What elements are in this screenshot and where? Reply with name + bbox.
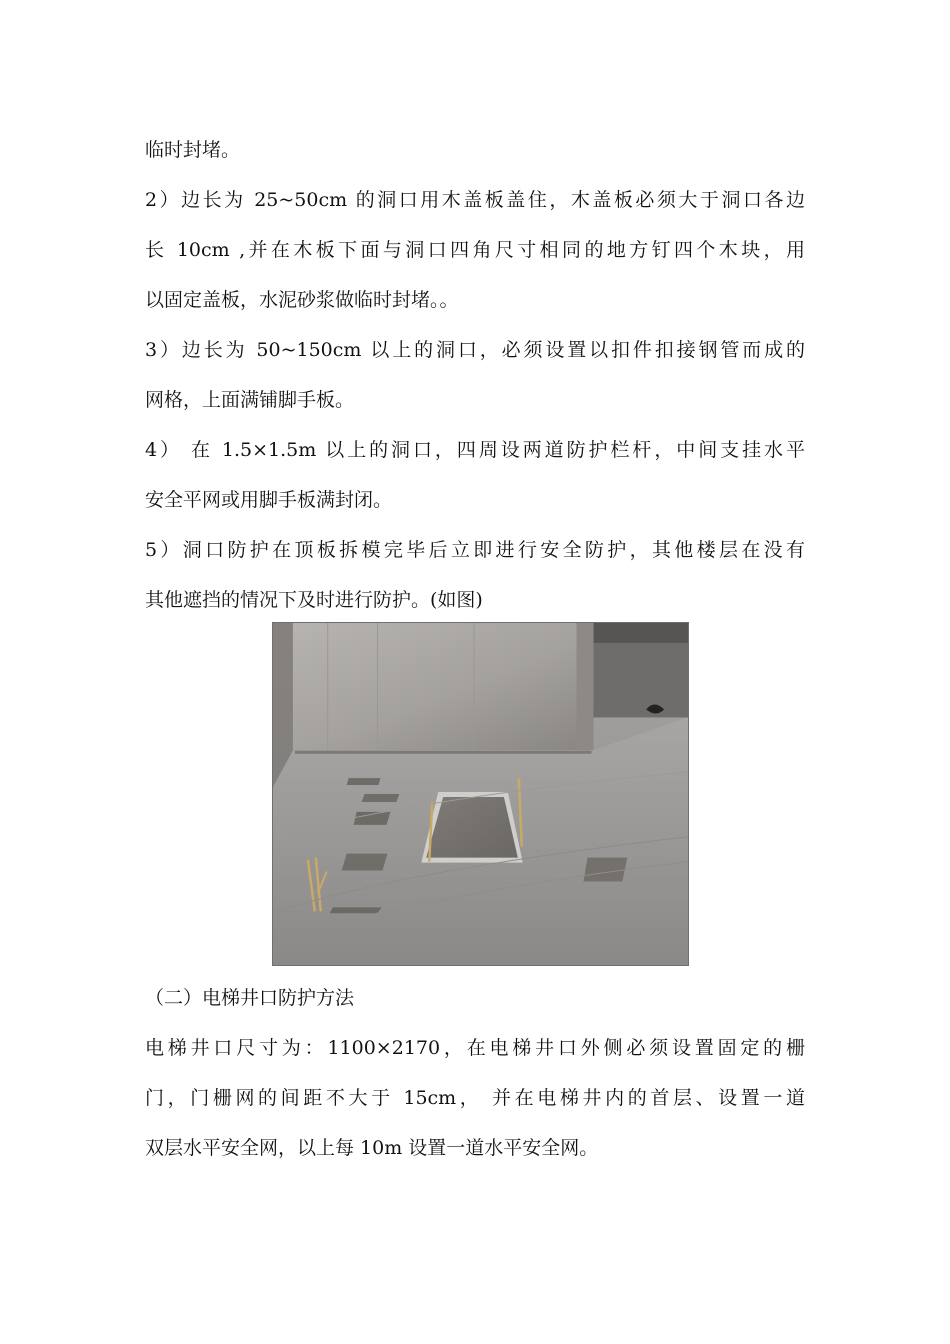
paragraph-line: 5）洞口防护在顶板拆模完毕后立即进行安全防护，其他楼层在没有: [145, 539, 805, 561]
paragraph-line: 长 10cm ,并在木板下面与洞口四角尺寸相同的地方钉四个木块，用: [145, 239, 805, 261]
paragraph-line: 网格，上面满铺脚手板。: [145, 389, 355, 411]
paragraph-line: 3）边长为 50~150cm 以上的洞口，必须设置以扣件扣接钢管而成的: [145, 339, 805, 361]
paragraph-line: 安全平网或用脚手板满封闭。: [145, 489, 393, 511]
section-heading: （二）电梯井口防护方法: [145, 987, 355, 1009]
paragraph-line: 以固定盖板，水泥砂浆做临时封堵。。: [145, 289, 459, 311]
paragraph-line: 电梯井口尺寸为：1100×2170，在电梯井口外侧必须设置固定的栅: [145, 1037, 805, 1059]
paragraph-line: 双层水平安全网，以上每 10m 设置一道水平安全网。: [145, 1137, 599, 1159]
construction-photo: [272, 622, 689, 966]
construction-photo-art: [273, 623, 688, 965]
paragraph-line: 临时封堵。: [145, 139, 241, 161]
paragraph-line: 4） 在 1.5×1.5m 以上的洞口，四周设两道防护栏杆，中间支挂水平: [145, 439, 805, 461]
paragraph-line: 其他遮挡的情况下及时进行防护。(如图): [145, 589, 483, 611]
paragraph-line: 2）边长为 25~50cm 的洞口用木盖板盖住，木盖板必须大于洞口各边: [145, 189, 805, 211]
paragraph-line: 门，门栅网的间距不大于 15cm， 并在电梯井内的首层、设置一道: [145, 1087, 805, 1109]
